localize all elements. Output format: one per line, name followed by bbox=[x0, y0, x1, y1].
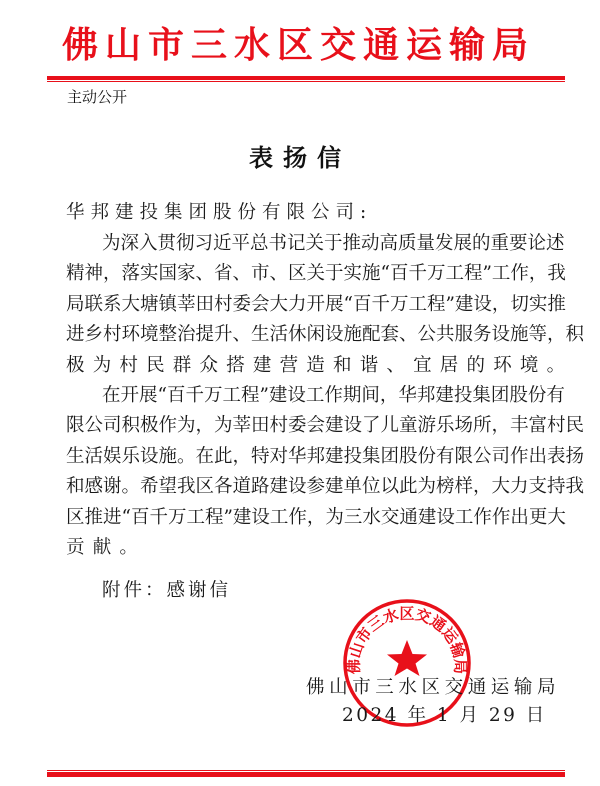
footer-rule-thin bbox=[47, 770, 565, 771]
paragraph-line: 限公司积极作为，为莘田村委会建设了儿童游乐场所，丰富村民 bbox=[66, 415, 585, 436]
letterhead-rule-thin bbox=[47, 81, 565, 82]
letterhead-rule-thick bbox=[47, 76, 565, 80]
signature-organization: 佛山市三水区交通运输局 bbox=[306, 677, 561, 698]
star-icon bbox=[387, 640, 427, 676]
paragraph-line: 区推进“百千万工程”建设工作，为三水交通建设工作作出更大 bbox=[66, 507, 566, 528]
disclosure-label: 主动公开 bbox=[67, 88, 128, 106]
paragraph-line: 局联系大塘镇莘田村委会大力开展“百千万工程”建设，切实推 bbox=[66, 294, 566, 315]
paragraph-line: 贡献。 bbox=[66, 537, 147, 558]
paragraph-line: 在开展“百千万工程”建设工作期间，华邦建投集团股份有 bbox=[102, 385, 565, 406]
paragraph-line: 和感谢。希望我区各道路建设参建单位以此为榜样，大力支持我 bbox=[66, 476, 585, 497]
agency-letterhead: 佛山市三水区交通运输局 bbox=[62, 24, 536, 66]
paragraph-line: 进乡村环境整治提升、生活休闲设施配套、公共服务设施等，积 bbox=[66, 324, 585, 345]
paragraph-line: 精神，落实国家、省、市、区关于实施“百千万工程”工作，我 bbox=[66, 263, 566, 284]
attachment-note: 附件：感谢信 bbox=[102, 580, 232, 601]
footer-rule-thick bbox=[47, 772, 565, 777]
paragraph-line: 生活娱乐设施。在此，特对华邦建投集团股份有限公司作出表扬 bbox=[66, 446, 585, 467]
salutation: 华邦建投集团股份有限公司: bbox=[66, 202, 373, 223]
paragraph-line: 极为村民群众搭建营造和谐、宜居的环境。 bbox=[66, 355, 574, 376]
seal-text-path: 佛山市三水区交通运输局 bbox=[344, 604, 470, 675]
signature-date: 2024 年 1 月 29 日 bbox=[342, 705, 547, 726]
paragraph-line: 为深入贯彻习近平总书记关于推动高质量发展的重要论述 bbox=[102, 233, 565, 254]
document-title: 表扬信 bbox=[249, 143, 351, 172]
